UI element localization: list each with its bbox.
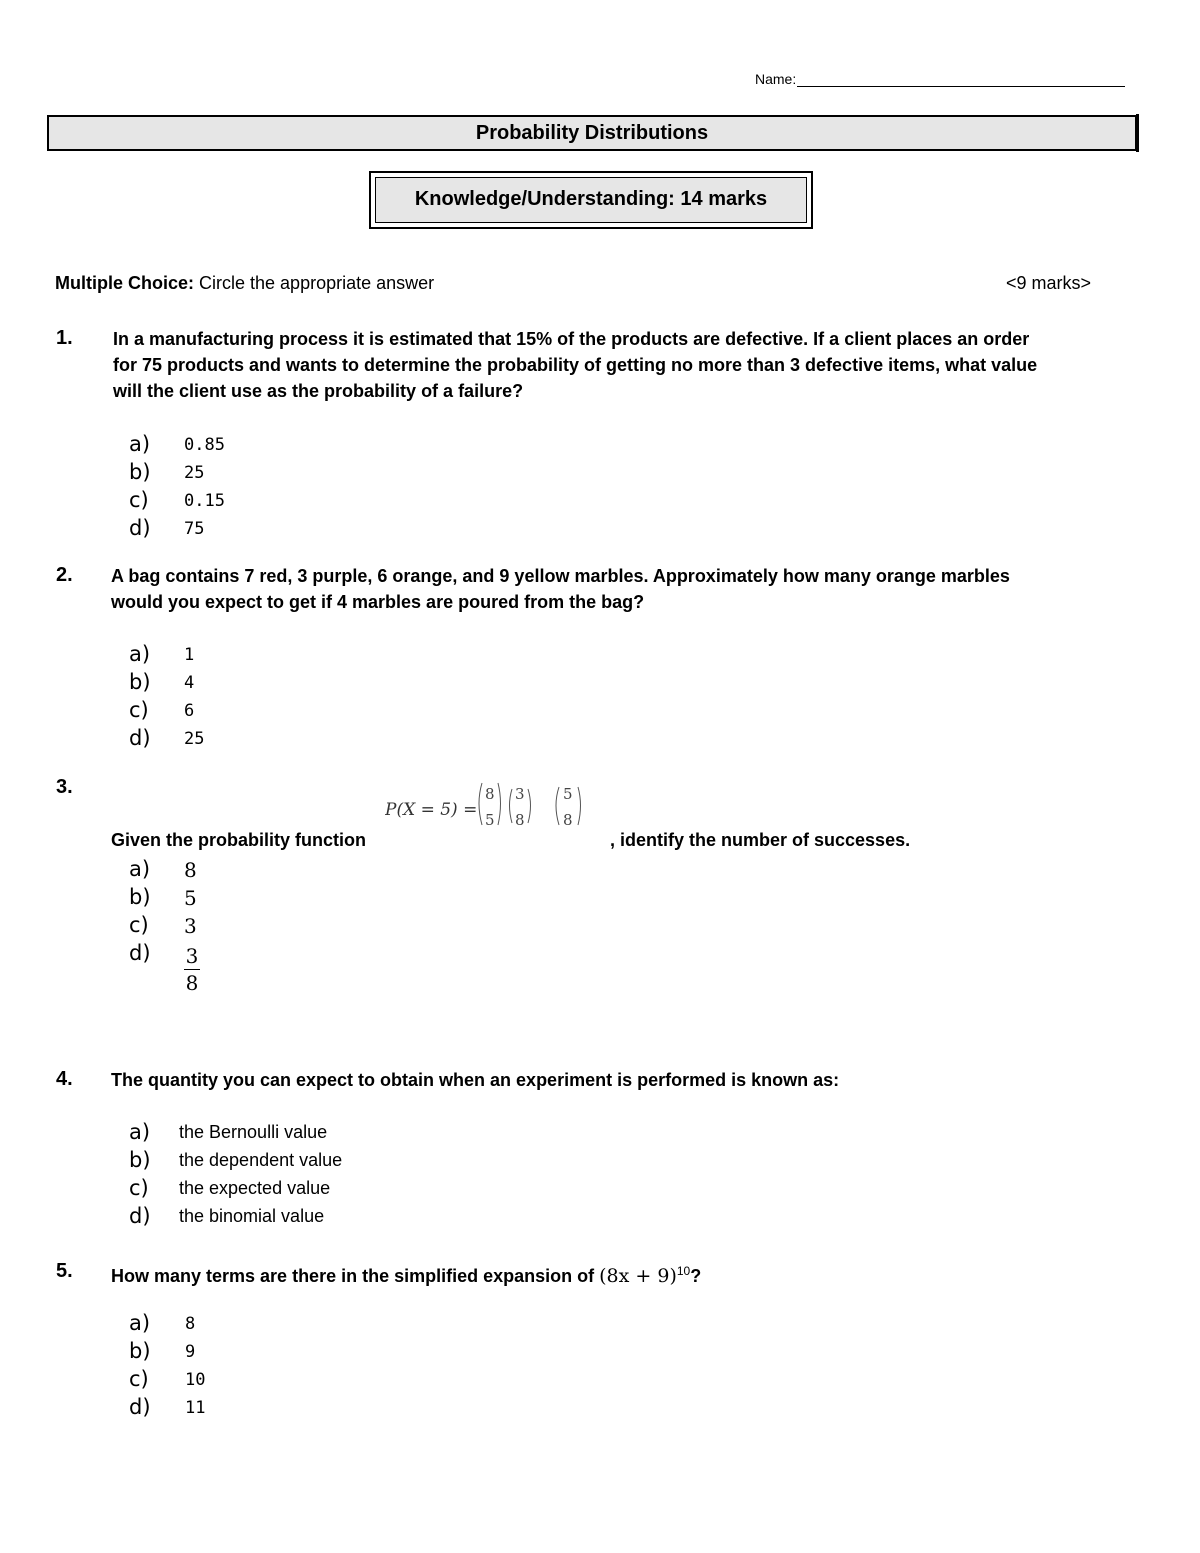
option-c[interactable]: c) 3 [129, 913, 197, 938]
option-a[interactable]: a) 8 [129, 1311, 196, 1335]
formula-svg [385, 775, 610, 835]
question-3-text-after: , identify the number of successes. [610, 830, 911, 850]
option-d[interactable]: d) 75 [129, 516, 205, 540]
option-d-fraction [184, 945, 200, 994]
option-d[interactable]: d) the binomial value [129, 1204, 325, 1228]
question-text-line: for 75 products and wants to determine the probability of getting no more than 3 defective items, what value [113, 355, 1038, 375]
instructions-lead: Multiple Choice: [55, 273, 194, 293]
page-title: Probability Distributions [47, 115, 1137, 151]
instructions-text: Circle the appropriate answer [199, 273, 435, 293]
question-1-options [129, 432, 225, 544]
question-5-options [129, 1311, 206, 1423]
question-text-line: How many terms are there in the simplified expansion of [111, 1266, 595, 1286]
option-a[interactable]: a) 0.85 [129, 432, 225, 456]
question-number: 5. [56, 1260, 73, 1282]
question-4-options [129, 1120, 343, 1232]
binom-2-bottom: 8 [515, 811, 525, 829]
question-text-line: A bag contains 7 red, 3 purple, 6 orange, and 9 yellow marbles. Approximately how many orange marbles [111, 566, 1010, 586]
left-paren [479, 783, 482, 825]
option-c[interactable]: c) 10 [129, 1367, 206, 1391]
option-a[interactable]: a) 8 [129, 857, 197, 882]
left-paren [556, 787, 559, 825]
left-paren [510, 789, 513, 823]
question-text-line: will the client use as the probability of a failure? [113, 381, 524, 401]
marks-label: <9 marks> [1006, 273, 1092, 293]
option-c[interactable]: c) 0.15 [129, 488, 225, 512]
question-3-options [129, 857, 197, 969]
name-blank-line[interactable] [797, 70, 1125, 87]
name-field[interactable] [755, 70, 1125, 87]
binom-2-top: 3 [515, 785, 525, 803]
option-d[interactable]: d) 25 [129, 726, 205, 750]
option-d[interactable]: d) [129, 941, 151, 965]
binom-1-top: 8 [485, 785, 495, 803]
question-5-text [111, 1258, 701, 1289]
right-paren [528, 789, 531, 823]
question-4-text [111, 1067, 839, 1093]
question-number: 3. [56, 776, 73, 798]
question-number: 1. [56, 327, 73, 349]
instructions [55, 273, 434, 294]
formula-lhs: P(X = 5) = [385, 800, 478, 820]
option-b[interactable]: b) 9 [129, 1339, 196, 1363]
question-number: 2. [56, 564, 73, 586]
section-heading: Knowledge/Understanding: 14 marks [375, 177, 807, 223]
fraction-bar [184, 969, 200, 970]
question-3-text-before: Given the probability function [111, 830, 367, 850]
question-text-line: would you expect to get if 4 marbles are poured from the bag? [111, 592, 645, 612]
fraction-numerator: 3 [185, 944, 199, 968]
option-c[interactable]: c) the expected value [129, 1176, 331, 1200]
option-c[interactable]: c) 6 [129, 698, 195, 722]
binom-1-bottom: 5 [485, 811, 495, 829]
name-label: Name: [755, 71, 797, 87]
option-b[interactable]: b) the dependent value [129, 1148, 343, 1172]
option-b[interactable]: b) 5 [129, 885, 197, 910]
question-suffix: ? [690, 1266, 702, 1286]
binom-3-top: 5 [563, 785, 573, 803]
option-b[interactable]: b) 25 [129, 460, 205, 484]
question-text-line: The quantity you can expect to obtain when an experiment is performed is known as: [111, 1070, 840, 1090]
option-a[interactable]: a) the Bernoulli value [129, 1120, 328, 1144]
expression: (8x + 9) [599, 1265, 677, 1287]
question-number: 4. [56, 1068, 73, 1090]
probability-formula [385, 775, 610, 835]
option-d[interactable]: d) 11 [129, 1395, 206, 1419]
question-1-text [113, 326, 1037, 404]
section-heading-box [369, 171, 813, 229]
binom-3-bottom: 8 [563, 811, 573, 829]
question-text-line: In a manufacturing process it is estimated that 15% of the products are defective. If a client places an order [113, 329, 1030, 349]
question-2-options [129, 642, 205, 754]
question-2-text [111, 563, 1010, 615]
option-a[interactable]: a) 1 [129, 642, 195, 666]
exponent: 10 [676, 1264, 691, 1278]
fraction-denominator: 8 [185, 971, 199, 995]
right-paren [578, 787, 581, 825]
right-paren [498, 783, 501, 825]
option-b[interactable]: b) 4 [129, 670, 195, 694]
